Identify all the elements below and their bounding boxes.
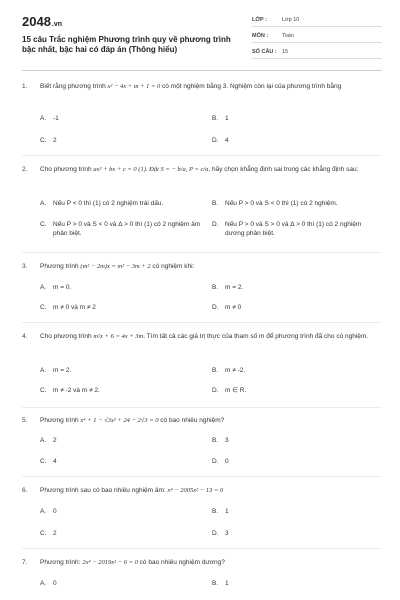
question-number: 1. [22,83,28,90]
question-math: x⁴ + 1 − √3x² + 24 − 2√3 = 0 [80,417,159,424]
option-text: m ≠ 0 và m ≠ 2 [53,304,96,311]
option-text: -1 [53,115,59,122]
question-text [40,262,380,271]
question-text-pre: Phương trình sau có bao nhiêu nghiệm âm: [40,487,168,494]
question-text-post: có bao nhiêu nghiệm? [158,417,225,424]
meta-label: MÔN : [252,33,269,39]
option-letter: A. [40,200,47,207]
question-number: 7. [22,559,28,566]
question-divider [22,476,382,477]
question-divider [22,155,382,156]
option-letter: A. [40,580,47,587]
meta-value: 15 [282,49,289,55]
question-text-post: . Tìm tất cả các giá trị thực của tham số m để phương trình đã cho có nghiệm. [143,333,369,340]
meta-row-count [252,46,382,59]
question-text [40,558,380,567]
option-letter: D. [212,304,219,311]
logo-main: 2048 [22,14,51,29]
option-letter: B. [212,284,219,291]
question-text-pre: Phương trình [40,417,81,424]
question-number: 6. [22,487,28,494]
question-text [40,332,380,341]
option-letter: D. [212,137,219,144]
meta-label: LỚP : [252,17,267,23]
document-title: 15 câu Trắc nghiệm Phương trình quy về phương trình bậc nhất, bậc hai có đáp án (Thông hiểu) [22,35,231,54]
option-text: Nếu P > 0 và S < 0 và Δ > 0 thì (1) có 2 nghiệm âm phân biệt. [53,221,201,237]
option-letter: A. [40,115,47,122]
question-text-post: , hãy chọn khẳng định sai trong các khẳng định sau: [208,166,359,173]
site-logo[interactable] [22,14,62,29]
option-text: 0 [53,580,57,587]
question-text [40,486,380,495]
option-text: m = 2. [53,367,72,374]
option-letter: A. [40,508,47,515]
option-text: Nếu P > 0 và S > 0 và Δ > 0 thì (1) có 2 nghiệm dương phân biệt. [225,221,362,237]
question-math: x⁴ − 2005x² − 13 = 0 [167,487,224,494]
question-text-pre: Phương trình [40,263,81,270]
question-math: m²x + 6 = 4x + 3m [93,333,144,340]
question-text [40,165,380,174]
question-text-pre: Phương trình: [40,559,83,566]
option-text: 1 [225,580,229,587]
option-text: 4 [225,137,229,144]
question-7 [22,558,382,598]
option-text: 0 [225,458,229,465]
option-text: 0 [53,508,57,515]
question-6 [22,486,382,541]
option-letter: B. [212,200,219,207]
option-letter: B. [212,367,219,374]
meta-label: SỐ CÂU : [252,49,277,55]
question-divider [22,322,382,323]
question-text [40,416,380,425]
question-number: 2. [22,166,28,173]
question-4 [22,332,382,402]
option-letter: B. [212,437,219,444]
option-letter: A. [40,284,47,291]
question-5 [22,416,382,471]
option-letter: C. [40,458,47,465]
question-math: (m² − 2m)x = m² − 3m + 2 [80,263,151,270]
option-letter: D. [212,458,219,465]
question-1 [22,82,382,142]
option-letter: D. [212,221,219,228]
question-text-pre: Cho phương trình [40,166,94,173]
question-text-post: có nghiệm khi: [150,263,195,270]
meta-row-class [252,14,382,27]
document-meta [252,14,382,62]
option-text: 1 [225,508,229,515]
question-math: ax² + bx + c = 0 (1). Đặt S = − b/a, P = c/a [93,166,209,173]
question-number: 5. [22,417,28,424]
option-text: 2 [53,137,57,144]
option-letter: B. [212,115,219,122]
question-number: 3. [22,263,28,270]
question-text-post: có bao nhiêu nghiệm dương? [137,559,225,566]
question-divider [22,407,382,408]
option-text: 3 [225,530,229,537]
meta-value: Lớp 10 [282,17,300,23]
question-3 [22,262,382,317]
option-text: m ≠ -2 và m ≠ 2. [53,387,100,394]
option-text: m ≠ -2. [225,367,246,374]
question-text [40,82,380,91]
option-letter: A. [40,437,47,444]
option-letter: D. [212,387,219,394]
option-letter: A. [40,367,47,374]
question-number: 4. [22,333,28,340]
question-divider [22,252,382,253]
meta-value: Toán [282,33,294,39]
option-letter: C. [40,304,47,311]
question-math: 2x⁴ − 2019x² − 6 = 0 [82,559,138,566]
option-text: 3 [225,437,229,444]
option-letter: B. [212,580,219,587]
option-text: 4 [53,458,57,465]
option-letter: C. [40,221,47,228]
meta-row-subject [252,30,382,43]
question-math: x² − 4x + m + 1 = 0 [107,83,161,90]
question-2 [22,165,382,245]
option-text: m ∈ R. [225,387,247,394]
option-text: m ≠ 0 [225,304,242,311]
header-divider [22,70,382,71]
option-text: 2 [53,530,57,537]
option-text: 1 [225,115,229,122]
option-text: Nếu P > 0 và S < 0 thì (1) có 2 nghiệm. [225,200,338,207]
option-letter: C. [40,387,47,394]
option-letter: C. [40,137,47,144]
option-text: 2 [53,437,57,444]
question-divider [22,548,382,549]
question-text-pre: Biết rằng phương trình [40,83,108,90]
option-letter: C. [40,530,47,537]
question-text-pre: Cho phương trình [40,333,94,340]
question-text-post: có một nghiệm bằng 3. Nghiệm còn lại của phương trình bằng [160,83,342,90]
logo-tld: .vn [51,21,63,28]
option-text: m = 0. [53,284,72,291]
option-text: Nếu P < 0 thì (1) có 2 nghiệm trái dấu. [53,200,164,207]
option-letter: B. [212,508,219,515]
document-header [22,12,382,62]
option-text: m = 2. [225,284,244,291]
option-letter: D. [212,530,219,537]
